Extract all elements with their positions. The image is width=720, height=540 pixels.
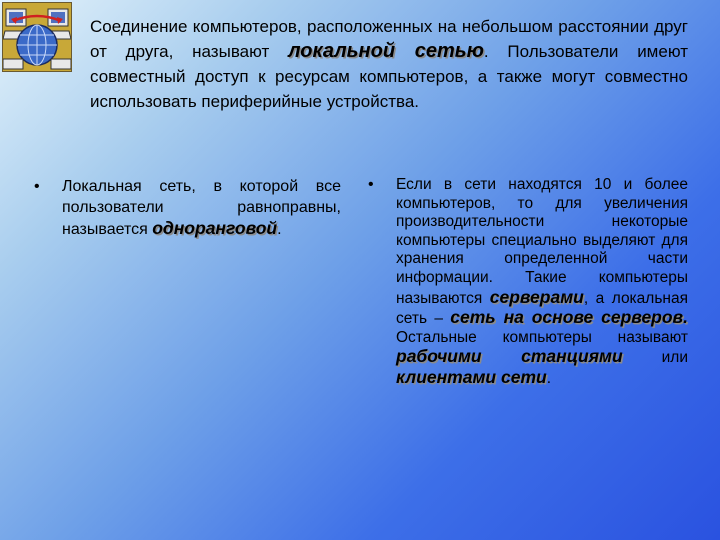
bullet-marker: • (368, 176, 374, 193)
left-text: Локальная сеть, в которой все пользователи равноправны, называется (62, 178, 341, 238)
intro-text-end: . Пользователи имеют совместный доступ к ресурсам компьютеров, а также могут совместно использовать периферийные устройства. (90, 42, 688, 111)
right-text-4: или (622, 349, 689, 367)
left-text-end: . (277, 221, 282, 238)
intro-text-start: Соединение компьютеров, расположенных на небольшом расстоянии друг от друга, называют (90, 17, 688, 61)
term-server-based-network: сеть на основе серверов. (450, 307, 688, 328)
term-workstations: рабочими станциями (396, 346, 623, 367)
term-peer-to-peer: одноранговой (152, 218, 278, 238)
right-text-3: Остальные компьютеры называют (396, 328, 688, 346)
left-bullet-text (62, 176, 341, 240)
term-local-network: локальной сетью (288, 40, 484, 62)
right-bullet (368, 176, 688, 389)
right-text-1: Если в сети находятся 10 и более компьютеров, то для увеличения производительности некоторые компьютеры специально выделяют для хранения определенной части информации. Такие компьютеры называются (396, 176, 688, 307)
term-servers: серверами (489, 286, 584, 307)
right-bullet-text (396, 176, 688, 389)
intro-paragraph (90, 14, 688, 114)
left-bullet (34, 176, 341, 240)
term-network-clients: клиентами сети (396, 366, 547, 387)
right-text-5: . (546, 369, 552, 387)
network-logo-icon (2, 2, 72, 72)
bullet-marker: • (34, 178, 40, 195)
right-text-2: , а локальная сеть – (396, 289, 688, 328)
